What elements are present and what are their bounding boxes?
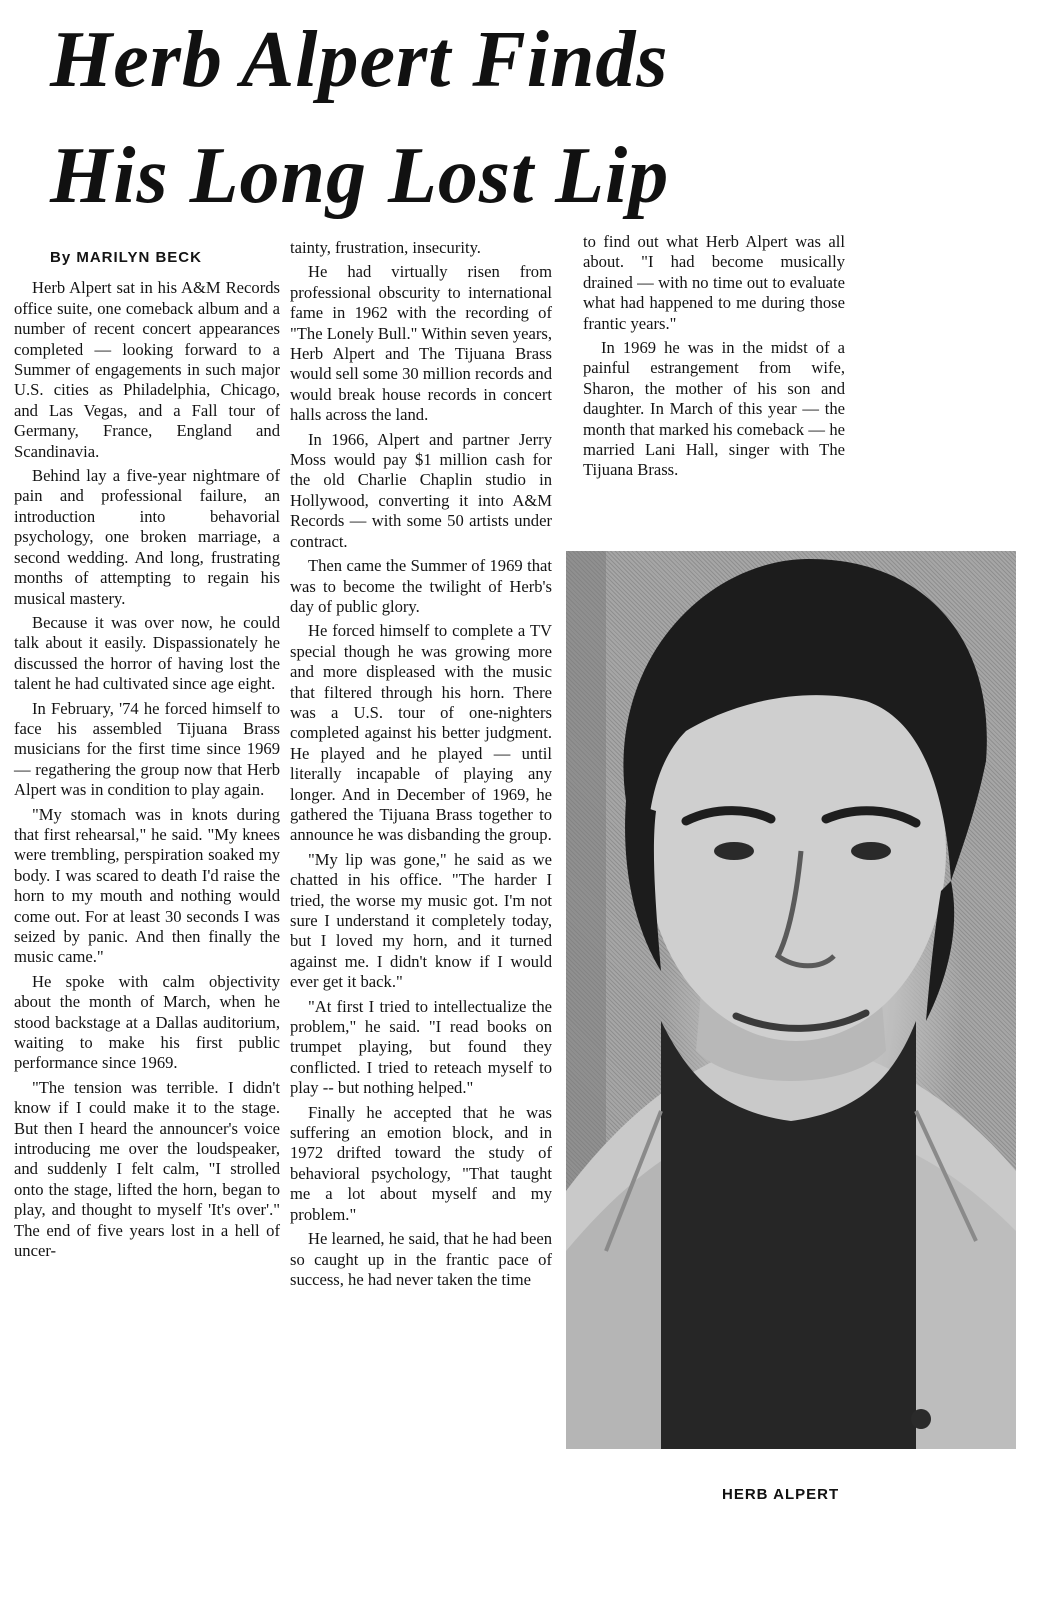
article-column-2 [290, 238, 552, 1294]
paragraph: to find out what Herb Alpert was all about. "I had become musically drained — with no time out to evaluate what had happened to me during those frantic years." [583, 232, 845, 333]
paragraph: He learned, he said, that he had been so caught up in the frantic pace of success, he had never taken the time [290, 1229, 552, 1289]
headline [50, 2, 850, 234]
paragraph: Herb Alpert sat in his A&M Records office suite, one comeback album and a number of recent concert appearances completed — looking forward to a Summer of engagements in such major U.S. cities as Philadelphia, Chicago, and Las Vegas, and a Fall tour of Germany, France, England and Scandinavia. [14, 278, 280, 461]
paragraph: Finally he accepted that he was suffering an emotion block, and in 1972 drifted toward the study of behavioral psychology, "That taught me a lot about myself and my problem." [290, 1102, 552, 1224]
paragraph: Because it was over now, he could talk about it easily. Dispassionately he discussed the horror of having lost the talent he had cultivated since age eight. [14, 612, 280, 694]
headline-line-1: Herb Alpert Finds [50, 16, 669, 104]
paragraph: Behind lay a five-year nightmare of pain and professional failure, an introduction into behavorial psychology, one broken marriage, a second wedding. And long, frustrating months of attempting to regain his musical mastery. [14, 466, 280, 608]
headline-line-2: His Long Lost Lip [50, 132, 670, 220]
paragraph: He spoke with calm objectivity about the month of March, when he stood backstage at a Dallas auditorium, waiting to make his first public performance since 1969. [14, 971, 280, 1073]
portrait-illustration [566, 551, 1016, 1449]
paragraph: "My stomach was in knots during that first rehearsal," he said. "My knees were trembling, perspiration soaked my body. I was scared to death I'd raise the horn to my mouth and nothing would come out. For at least 30 seconds I was seized by panic. And then finally the music came." [14, 804, 280, 967]
photo-caption: HERB ALPERT [722, 1486, 840, 1503]
paragraph: tainty, frustration, insecurity. [290, 238, 481, 257]
article-column-1 [14, 236, 280, 1266]
paragraph: "My lip was gone," he said as we chatted in his office. "The harder I tried, the worse my music got. I'm not sure I understand it completely today, but I loved my horn, and it turned against me. I didn't know if I would ever get it back." [290, 849, 552, 992]
paragraph: In February, '74 he forced himself to face his assembled Tijuana Brass musicians for the first time since 1969 — regathering the group now that Herb Alpert was in condition to play again. [14, 698, 280, 800]
paragraph: He had virtually risen from professional obscurity to international fame in 1962 with the recording of "The Lonely Bull." Within seven years, Herb Alpert and The Tijuana Brass would sell some 30 million records and would break house records in concert halls across the land. [290, 262, 552, 425]
byline: By MARILYN BECK [50, 249, 202, 266]
article-column-3 [583, 232, 845, 485]
paragraph: He forced himself to complete a TV special though he was growing more and more displeased with the music that filtered through his horn. There was a U.S. tour of one-nighters completed against his better judgment. He played and he played — until literally incapable of playing any longer. And in December of 1969, he gathered the Tijuana Brass together to announce he was disbanding the group. [290, 621, 552, 845]
paragraph: Then came the Summer of 1969 that was to become the twilight of Herb's day of public glory. [290, 556, 552, 616]
portrait-photo [566, 551, 1016, 1449]
paragraph: In 1966, Alpert and partner Jerry Moss would pay $1 million cash for the old Charlie Chaplin studio in Hollywood, converting it into A&M Records — with some 50 artists under contract. [290, 429, 552, 551]
paragraph: "At first I tried to intellectualize the problem," he said. "I read books on trumpet playing, but found they conflicted. I tried to reteach myself to play -- but nothing helped." [290, 996, 552, 1098]
paragraph: "The tension was terrible. I didn't know if I could make it to the stage. But then I heard the announcer's voice introducing me over the loudspeaker, and suddenly I felt calm, "I strolled onto the stage, lifted the horn, began to play, and thought to myself 'It's over'." The end of five years lost in a hell of uncer- [14, 1077, 280, 1261]
paragraph: In 1969 he was in the midst of a painful estrangement from wife, Sharon, the mother of his son and daughter. In March of this year — the month that marked his comeback — he married Lani Hall, singer with The Tijuana Brass. [583, 338, 845, 480]
